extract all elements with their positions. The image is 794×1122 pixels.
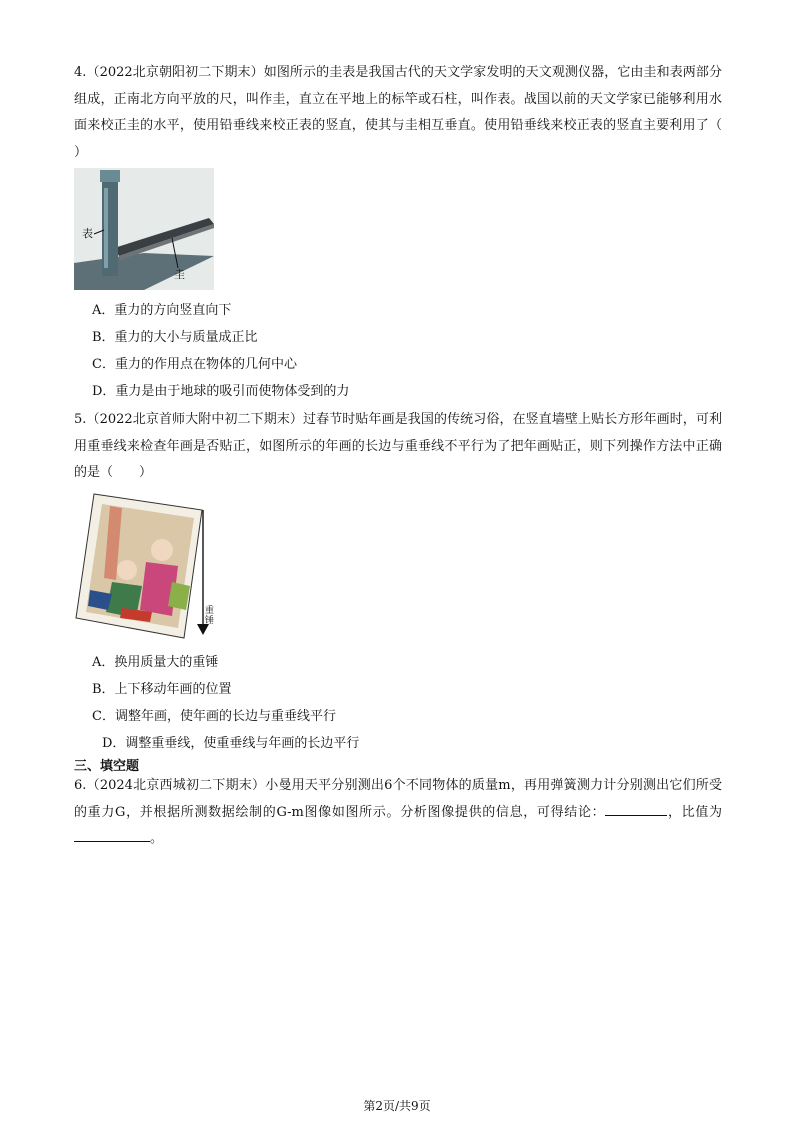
q4-option-d: D．重力是由于地球的吸引而使物体受到的力 bbox=[92, 384, 350, 399]
q5-option-c: C．调整年画，使年画的长边与重垂线平行 bbox=[92, 709, 336, 724]
q4-option-b: B．重力的大小与质量成正比 bbox=[92, 330, 258, 345]
new-year-painting-figure bbox=[72, 490, 222, 645]
label-gui: 圭 bbox=[174, 268, 185, 281]
question-6-text bbox=[74, 773, 722, 853]
q4-option-a: A．重力的方向竖直向下 bbox=[92, 303, 232, 318]
question-4-text: 4.（2022北京朝阳初二下期末）如图所示的圭表是我国古代的天文学家发明的天文观测仪器，它由圭和表两部分组成，正南北方向平放的尺，叫作圭，直立在平地上的标竿或石柱，叫作表。战国以前的天文学家已能够利用水面来校正圭的水平，使用铅垂线来校正表的竖直，使其与圭相互垂直。使用铅垂线来校正表的竖直主要利用了（ ） bbox=[74, 65, 749, 160]
section-title: 三、填空题 bbox=[74, 759, 140, 774]
q6-text-mid: ，比值为 bbox=[667, 804, 722, 820]
label-weight: 重锤 bbox=[205, 606, 215, 626]
gui-biao-figure bbox=[74, 168, 214, 290]
q6-text-before: 6.（2024北京西城初二下期末）小曼用天平分别测出6个不同物体的质量m，再用弹簧测力计分别测出它们所受的重力G，并根据所测数据绘制的G-m图像如图所示。分析图像提供的信息，可得结论： bbox=[74, 778, 722, 820]
q4-option-c: C．重力的作用点在物体的几何中心 bbox=[92, 357, 297, 372]
q6-text-end: 。 bbox=[150, 831, 164, 846]
label-biao: 表 bbox=[82, 227, 93, 240]
q5-option-a: A．换用质量大的重锤 bbox=[92, 655, 219, 670]
q6-answer-blank-2[interactable] bbox=[74, 827, 150, 842]
q6-answer-blank-1[interactable] bbox=[605, 801, 667, 816]
question-5-text: 5.（2022北京首师大附中初二下期末）过春节时贴年画是我国的传统习俗，在竖直墙壁上贴长方形年画时，可利用重垂线来检查年画是否贴正，如图所示的年画的长边与重垂线不平行为了把年画贴正，则下列操作方法中正确的是（ ） bbox=[74, 412, 722, 480]
q5-option-b: B．上下移动年画的位置 bbox=[92, 682, 232, 697]
page-footer: 第2页/共9页 bbox=[363, 1099, 431, 1113]
q5-option-d: D．调整重垂线，使重垂线与年画的长边平行 bbox=[102, 736, 360, 751]
